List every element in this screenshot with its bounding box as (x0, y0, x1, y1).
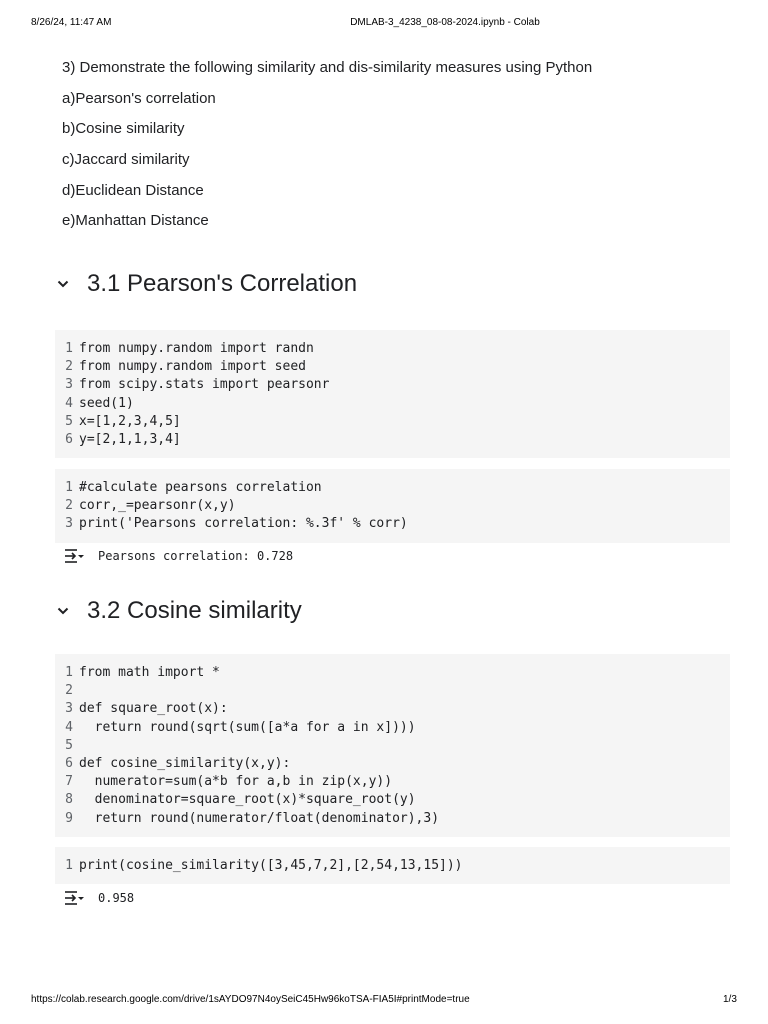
code-text: def cosine_similarity(x,y): (79, 755, 291, 771)
output-text: 0.958 (98, 891, 135, 905)
code-line (55, 376, 730, 394)
line-number: 3 (65, 516, 73, 532)
code-line (55, 682, 730, 700)
code-line (55, 791, 730, 809)
code-text: from math import * (79, 665, 220, 680)
code-cell[interactable] (55, 847, 730, 884)
code-text: corr,_=pearsonr(x,y) (79, 498, 236, 514)
code-line (55, 515, 730, 533)
line-number: 3 (65, 377, 73, 393)
code-text: x=[1,2,3,4,5] (79, 413, 181, 429)
intro-heading: 3) Demonstrate the following similarity and dis-similarity measures using Python (62, 59, 593, 76)
code-text: return round(sqrt(sum([a*a for a in x]))) (79, 719, 416, 735)
code-line (55, 340, 730, 358)
code-text: y=[2,1,1,3,4] (79, 431, 181, 447)
code-line (55, 479, 730, 497)
line-number: 1 (65, 858, 73, 873)
line-number: 4 (65, 395, 73, 411)
cell-output (63, 547, 293, 565)
code-line (55, 395, 730, 413)
code-line (55, 431, 730, 449)
code-text: print('Pearsons correlation: %.3f' % corr) (79, 516, 408, 532)
intro-item-jaccard: c)Jaccard similarity (62, 151, 190, 168)
code-text: numerator=sum(a*b for a,b in zip(x,y)) (79, 774, 393, 790)
code-text: #calculate pearsons correlation (79, 480, 322, 495)
code-line (55, 773, 730, 791)
section-header-cosine (54, 597, 302, 625)
code-text: def square_root(x): (79, 701, 228, 717)
line-number: 7 (65, 774, 73, 790)
code-text: from scipy.stats import pearsonr (79, 377, 330, 393)
code-text: return round(numerator/float(denominator),3) (79, 810, 440, 826)
line-number: 1 (65, 480, 73, 495)
line-number: 1 (65, 665, 73, 680)
page-number: 1/3 (723, 994, 737, 1005)
chevron-down-icon[interactable] (54, 275, 72, 293)
line-number: 6 (65, 755, 73, 771)
code-line (55, 857, 730, 875)
output-collapse-icon[interactable] (63, 547, 85, 565)
code-line (55, 497, 730, 515)
print-url: https://colab.research.google.com/drive/1sAYDO97N4oySeiC45Hw96koTSA-FIA5I#printMode=true (31, 994, 470, 1005)
code-cell[interactable] (55, 330, 730, 458)
line-number: 5 (65, 413, 73, 429)
print-title: DMLAB-3_4238_08-08-2024.ipynb - Colab (350, 17, 540, 28)
code-line (55, 700, 730, 718)
intro-item-pearson: a)Pearson's correlation (62, 90, 216, 107)
line-number: 5 (65, 737, 73, 753)
code-text: from numpy.random import randn (79, 341, 314, 356)
section-header-pearson (54, 270, 357, 298)
code-line (55, 413, 730, 431)
line-number: 2 (65, 359, 73, 375)
cell-output (63, 889, 134, 907)
section-title: 3.2 Cosine similarity (87, 597, 302, 624)
line-number: 2 (65, 498, 73, 514)
line-number: 2 (65, 683, 73, 699)
line-number: 3 (65, 701, 73, 717)
print-datetime: 8/26/24, 11:47 AM (31, 17, 112, 28)
code-line (55, 358, 730, 376)
code-cell[interactable] (55, 469, 730, 543)
code-line (55, 810, 730, 828)
intro-item-manhattan: e)Manhattan Distance (62, 212, 209, 229)
code-line (55, 664, 730, 682)
code-text: denominator=square_root(x)*square_root(y) (79, 792, 416, 808)
intro-item-cosine: b)Cosine similarity (62, 120, 185, 137)
chevron-down-icon[interactable] (54, 602, 72, 620)
code-text: seed(1) (79, 395, 134, 411)
code-cell[interactable] (55, 654, 730, 837)
intro-item-euclidean: d)Euclidean Distance (62, 182, 204, 199)
line-number: 1 (65, 341, 73, 356)
code-line (55, 737, 730, 755)
line-number: 9 (65, 810, 73, 826)
output-text: Pearsons correlation: 0.728 (98, 549, 294, 563)
code-text: from numpy.random import seed (79, 359, 306, 375)
code-line (55, 719, 730, 737)
line-number: 8 (65, 792, 73, 808)
code-line (55, 755, 730, 773)
line-number: 6 (65, 431, 73, 447)
code-text: print(cosine_similarity([3,45,7,2],[2,54,13,15])) (79, 858, 463, 873)
section-title: 3.1 Pearson's Correlation (87, 270, 358, 297)
line-number: 4 (65, 719, 73, 735)
output-collapse-icon[interactable] (63, 889, 85, 907)
